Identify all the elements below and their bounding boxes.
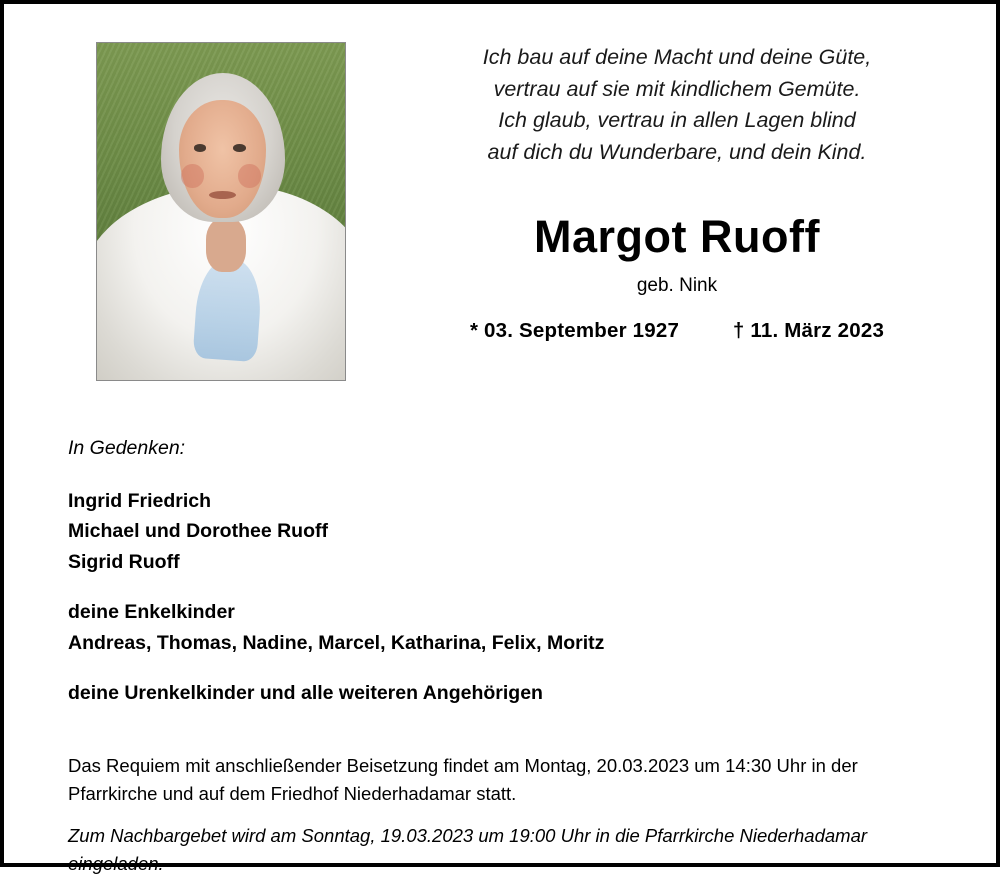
header-text	[346, 34, 966, 343]
portrait-photo	[96, 42, 346, 381]
grandchildren-label: deine Enkelkinder	[68, 601, 235, 624]
maiden-name: geb. Nink	[636, 274, 718, 296]
family-children	[68, 486, 966, 577]
birth-date: * 03. September 1927	[469, 318, 680, 342]
other-relatives: deine Urenkelkinder und alle weiteren Angehörigen	[68, 682, 543, 705]
photo-face	[179, 100, 266, 218]
death-date: † 11. März 2023	[732, 318, 885, 342]
verse-line-2: vertrau auf sie mit kindlichem Gemüte.	[493, 76, 861, 101]
service-section	[4, 752, 996, 877]
family-grandchildren	[68, 597, 966, 658]
photo-eye-right	[233, 144, 245, 151]
verse-line-1: Ich bau auf deine Macht und deine Güte,	[482, 45, 872, 69]
photo-cheek-right	[238, 164, 260, 188]
deceased-name: Margot Ruoff	[534, 211, 820, 263]
family-line: Ingrid Friedrich	[68, 490, 212, 512]
memory-intro: In Gedenken:	[68, 437, 186, 459]
family-line: Michael und Dorothee Ruoff	[68, 520, 328, 543]
memory-section	[4, 437, 996, 708]
photo-cheek-left	[181, 164, 203, 188]
grandchildren-names: Andreas, Thomas, Nadine, Marcel, Katharina, Felix, Moritz	[68, 631, 605, 654]
verse-line-4: auf dich du Wunderbare, und dein Kind.	[487, 139, 867, 164]
family-line: Sigrid Ruoff	[68, 550, 180, 573]
requiem-info: Das Requiem mit anschließender Beisetzung findet am Montag, 20.03.2023 um 14:30 Uhr in der Pfarrkirche und auf dem Friedhof Niederhadamar statt.	[68, 755, 858, 805]
memorial-verse	[398, 42, 956, 168]
family-others	[68, 678, 966, 708]
life-dates	[398, 319, 956, 343]
verse-line-3: Ich glaub, vertrau in allen Lagen blind	[498, 108, 856, 133]
header-section	[4, 4, 996, 381]
photo-neck	[206, 218, 246, 272]
prayer-info: Zum Nachbargebet wird am Sonntag, 19.03.2023 um 19:00 Uhr in die Pfarrkirche Niederhadamar eingeladen.	[68, 824, 868, 874]
photo-eye-left	[194, 144, 206, 151]
